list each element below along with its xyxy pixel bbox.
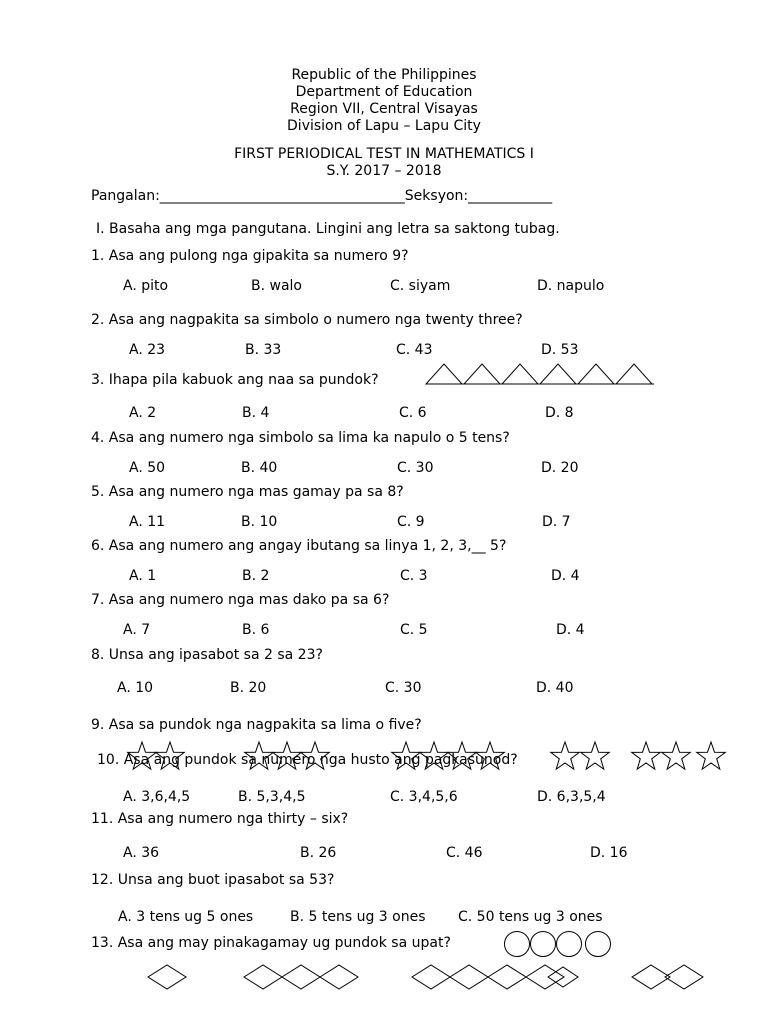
instructions: I. Basaha ang mga pangutana. Lingini ang letra sa saktong tubag. bbox=[96, 221, 560, 237]
choice-12c: C. 50 tens ug 3 ones bbox=[458, 909, 603, 925]
choice-12a: A. 3 tens ug 5 ones bbox=[118, 909, 254, 925]
question-13: 13. Asa ang may pinakagamay ug pundok sa upat? bbox=[91, 935, 451, 951]
question-8: 8. Unsa ang ipasabot sa 2 sa 23? bbox=[91, 647, 323, 663]
header-republic: Republic of the Philippines bbox=[291, 67, 477, 83]
diamond-7 bbox=[488, 965, 526, 989]
circle-4 bbox=[586, 932, 611, 957]
choice-4b: B. 40 bbox=[241, 460, 278, 476]
choice-10b: B. 5,3,4,5 bbox=[238, 789, 306, 805]
triangle-1 bbox=[426, 364, 462, 384]
star-icon bbox=[245, 742, 274, 769]
choice-1c: C. siyam bbox=[390, 278, 451, 294]
star-icon bbox=[476, 742, 505, 769]
diamond-8 bbox=[526, 965, 564, 989]
star-icon bbox=[551, 742, 580, 769]
star-icon bbox=[392, 742, 421, 769]
question-9: 9. Asa sa pundok nga nagpakita sa lima o five? bbox=[91, 717, 422, 733]
diamond-3 bbox=[282, 965, 320, 989]
diamonds-group-q13 bbox=[148, 964, 708, 990]
triangle-6 bbox=[616, 364, 652, 384]
diamond-6 bbox=[450, 965, 488, 989]
choice-3b: B. 4 bbox=[242, 405, 270, 421]
choice-7c: C. 5 bbox=[400, 622, 428, 638]
question-3: 3. Ihapa pila kabuok ang naa sa pundok? bbox=[91, 372, 379, 388]
choice-2c: C. 43 bbox=[396, 342, 433, 358]
choice-5d: D. 7 bbox=[542, 514, 571, 530]
triangles-group-q3 bbox=[426, 363, 656, 385]
choice-5b: B. 10 bbox=[241, 514, 278, 530]
choice-11a: A. 36 bbox=[123, 845, 160, 861]
choice-8c: C. 30 bbox=[385, 680, 422, 696]
choice-8a: A. 10 bbox=[117, 680, 154, 696]
circles-group-q13 bbox=[504, 930, 614, 958]
diamond-1 bbox=[148, 965, 186, 989]
diamond-4 bbox=[320, 965, 358, 989]
choice-11c: C. 46 bbox=[446, 845, 483, 861]
triangle-5 bbox=[578, 364, 614, 384]
choice-6d: D. 4 bbox=[551, 568, 580, 584]
choice-4d: D. 20 bbox=[541, 460, 579, 476]
question-6: 6. Asa ang numero ang angay ibutang sa linya 1, 2, 3,__ 5? bbox=[91, 538, 507, 554]
choice-11b: B. 26 bbox=[300, 845, 337, 861]
choice-8b: B. 20 bbox=[230, 680, 267, 696]
question-11: 11. Asa ang numero nga thirty – six? bbox=[91, 811, 349, 827]
choice-3a: A. 2 bbox=[129, 405, 157, 421]
header-division: Division of Lapu – Lapu City bbox=[287, 118, 481, 134]
choice-6a: A. 1 bbox=[129, 568, 157, 584]
choice-3c: C. 6 bbox=[399, 405, 427, 421]
choice-5c: C. 9 bbox=[397, 514, 425, 530]
triangle-2 bbox=[464, 364, 500, 384]
star-icon bbox=[128, 742, 157, 769]
test-title: FIRST PERIODICAL TEST IN MATHEMATICS I bbox=[234, 146, 534, 162]
question-10: 10. Asa ang pundok sa numero nga husto ang pagkasunod? bbox=[97, 752, 518, 768]
name-section-line: Pangalan:___________________________________Seksyon:____________ bbox=[91, 188, 553, 204]
diamond-2 bbox=[244, 965, 282, 989]
question-2: 2. Asa ang nagpakita sa simbolo o numero nga twenty three? bbox=[91, 312, 523, 328]
choice-11d: D. 16 bbox=[590, 845, 628, 861]
choice-6b: B. 2 bbox=[242, 568, 270, 584]
choice-6c: C. 3 bbox=[400, 568, 428, 584]
choice-4a: A. 50 bbox=[129, 460, 166, 476]
question-7: 7. Asa ang numero nga mas dako pa sa 6? bbox=[91, 592, 390, 608]
star-icon bbox=[448, 742, 477, 769]
choice-7d: D. 4 bbox=[556, 622, 585, 638]
choice-2a: A. 23 bbox=[129, 342, 166, 358]
star-icon bbox=[301, 742, 330, 769]
circle-3 bbox=[557, 932, 582, 957]
star-icon bbox=[273, 742, 302, 769]
choice-10d: D. 6,3,5,4 bbox=[537, 789, 606, 805]
choice-7b: B. 6 bbox=[242, 622, 270, 638]
star-icon bbox=[662, 742, 691, 769]
choice-7a: A. 7 bbox=[123, 622, 151, 638]
choice-1a: A. pito bbox=[123, 278, 169, 294]
star-icon bbox=[420, 742, 449, 769]
choice-4c: C. 30 bbox=[397, 460, 434, 476]
question-12: 12. Unsa ang buot ipasabot sa 53? bbox=[91, 872, 335, 888]
choice-3d: D. 8 bbox=[545, 405, 574, 421]
star-icon bbox=[581, 742, 610, 769]
choice-5a: A. 11 bbox=[129, 514, 166, 530]
choice-2d: D. 53 bbox=[541, 342, 579, 358]
choice-12b: B. 5 tens ug 3 ones bbox=[290, 909, 426, 925]
choice-10a: A. 3,6,4,5 bbox=[123, 789, 191, 805]
diamond-5 bbox=[412, 965, 450, 989]
star-icon bbox=[156, 742, 185, 769]
question-1: 1. Asa ang pulong nga gipakita sa numero 9? bbox=[91, 248, 409, 264]
header-department: Department of Education bbox=[295, 84, 473, 100]
question-4: 4. Asa ang numero nga simbolo sa lima ka napulo o 5 tens? bbox=[91, 430, 510, 446]
circle-1 bbox=[505, 932, 530, 957]
choice-8d: D. 40 bbox=[536, 680, 574, 696]
triangle-3 bbox=[502, 364, 538, 384]
header-region: Region VII, Central Visayas bbox=[290, 101, 478, 117]
choice-1b: B. walo bbox=[251, 278, 302, 294]
choice-1d: D. napulo bbox=[537, 278, 605, 294]
stars-group-q9 bbox=[125, 740, 735, 774]
school-year: S.Y. 2017 – 2018 bbox=[326, 163, 442, 179]
star-icon bbox=[632, 742, 661, 769]
triangle-4 bbox=[540, 364, 576, 384]
question-5: 5. Asa ang numero nga mas gamay pa sa 8? bbox=[91, 484, 404, 500]
choice-10c: C. 3,4,5,6 bbox=[390, 789, 458, 805]
star-icon bbox=[697, 742, 726, 769]
choice-2b: B. 33 bbox=[245, 342, 282, 358]
circle-2 bbox=[531, 932, 556, 957]
